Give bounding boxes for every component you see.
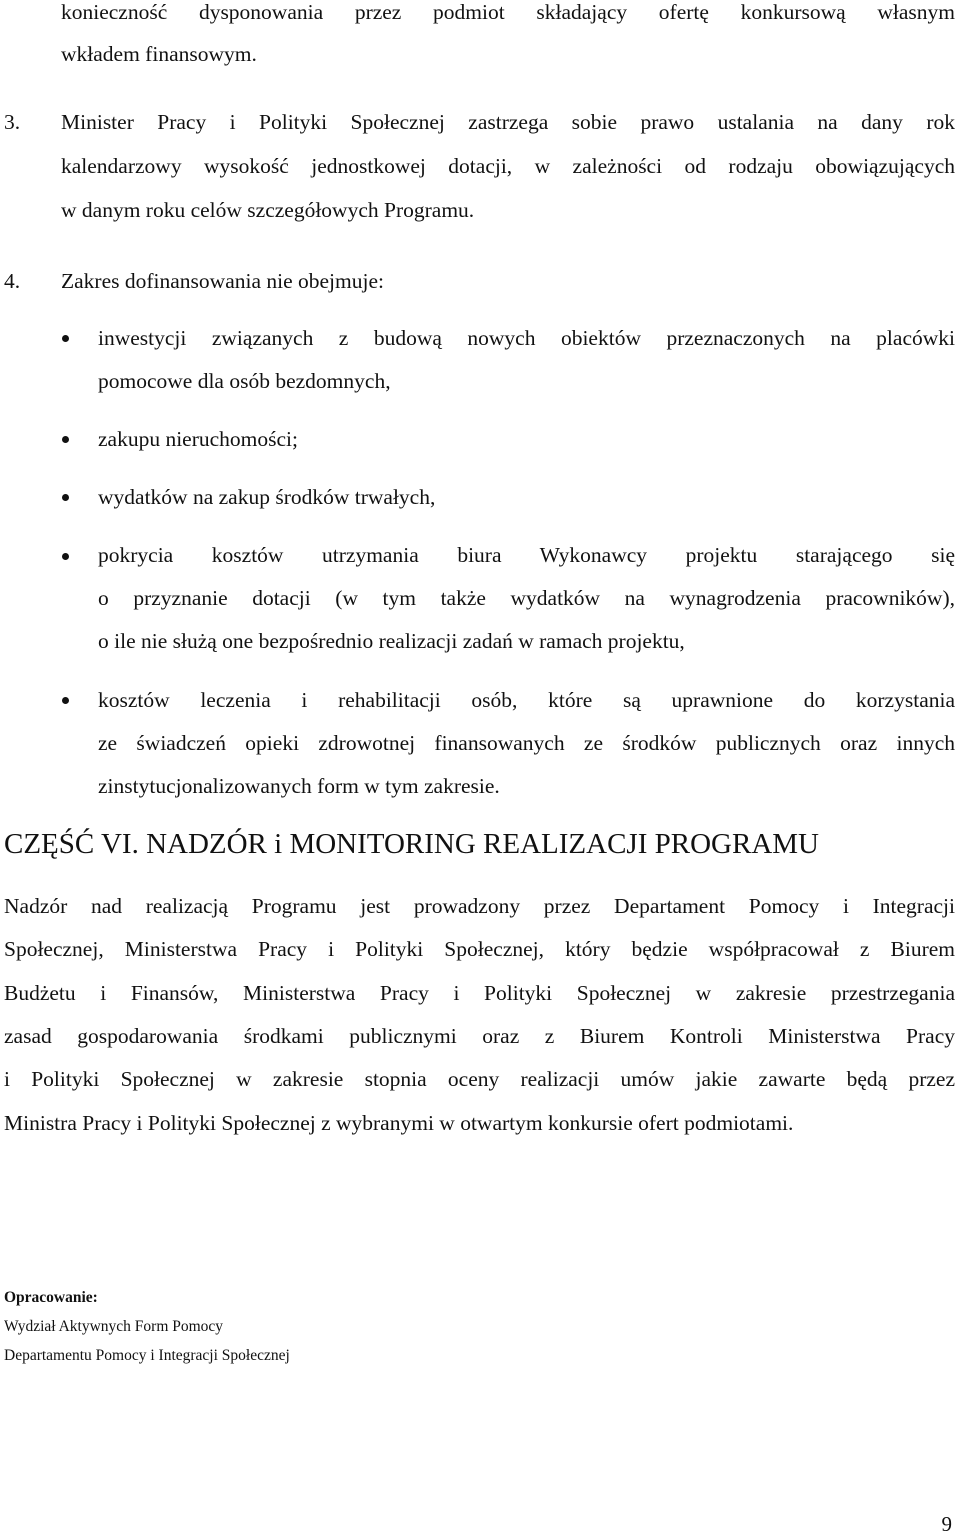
bullet-dot-2	[62, 436, 69, 443]
bullet-dot-5	[62, 697, 69, 704]
item-4-number: 4.	[4, 269, 21, 293]
section-paragraph-line-3: Budżetu i Finansów, Ministerstwa Pracy i Polityki Społecznej w zakresie przestrzegania	[4, 981, 955, 1005]
footer-line-2: Departamentu Pomocy i Integracji Społecznej	[4, 1347, 290, 1364]
item-3-line-1: Minister Pracy i Polityki Społecznej zastrzega sobie prawo ustalania na dany rok	[61, 110, 955, 134]
section-paragraph-line-5: i Polityki Społecznej w zakresie stopnia oceny realizacji umów jakie zawarte będą przez	[4, 1067, 955, 1091]
continuation-line-2: wkładem finansowym.	[61, 42, 257, 66]
bullet-4-line-3: o ile nie służą one bezpośrednio realizacji zadań w ramach projektu,	[98, 629, 685, 653]
bullet-dot-4	[62, 553, 69, 560]
bullet-5-line-3: zinstytucjonalizowanych form w tym zakresie.	[98, 774, 500, 798]
section-paragraph-line-6: Ministra Pracy i Polityki Społecznej z wybranymi w otwartym konkursie ofert podmiotami.	[4, 1111, 794, 1135]
bullet-3-line-1: wydatków na zakup środków trwałych,	[98, 485, 436, 509]
bullet-4-line-1: pokrycia kosztów utrzymania biura Wykonawcy projektu starającego się	[98, 543, 955, 567]
bullet-1-line-2: pomocowe dla osób bezdomnych,	[98, 369, 391, 393]
bullet-1-line-1: inwestycji związanych z budową nowych obiektów przeznaczonych na placówki	[98, 326, 955, 350]
bullet-5-line-2: ze świadczeń opieki zdrowotnej finansowanych ze środków publicznych oraz innych	[98, 731, 955, 755]
bullet-dot-1	[62, 335, 69, 342]
item-3-line-3: w danym roku celów szczegółowych Programu.	[61, 198, 475, 222]
section-paragraph-line-2: Społecznej, Ministerstwa Pracy i Polityki Społecznej, który będzie współpracował z Biurem	[4, 937, 955, 961]
item-3-number: 3.	[4, 110, 21, 134]
bullet-2-line-1: zakupu nieruchomości;	[98, 427, 299, 451]
item-4-intro: Zakres dofinansowania nie obejmuje:	[61, 269, 384, 293]
bullet-4-line-2: o przyznanie dotacji (w tym także wydatków na wynagrodzenia pracowników),	[98, 586, 955, 610]
footer-label: Opracowanie:	[4, 1289, 98, 1306]
bullet-dot-3	[62, 494, 69, 501]
section-paragraph-line-4: zasad gospodarowania środkami publicznymi oraz z Biurem Kontroli Ministerstwa Pracy	[4, 1024, 955, 1048]
bullet-5-line-1: kosztów leczenia i rehabilitacji osób, które są uprawnione do korzystania	[98, 688, 955, 712]
continuation-line-1: konieczność dysponowania przez podmiot składający ofertę konkursową własnym	[61, 0, 955, 24]
section-paragraph-line-1: Nadzór nad realizacją Programu jest prowadzony przez Departament Pomocy i Integracji	[4, 894, 955, 918]
footer-line-1: Wydział Aktywnych Form Pomocy	[4, 1318, 224, 1335]
section-heading: CZĘŚĆ VI. NADZÓR i MONITORING REALIZACJI PROGRAMU	[4, 828, 819, 860]
item-3-line-2: kalendarzowy wysokość jednostkowej dotacji, w zależności od rodzaju obowiązujących	[61, 154, 955, 178]
page-number: 9	[941, 1512, 952, 1536]
